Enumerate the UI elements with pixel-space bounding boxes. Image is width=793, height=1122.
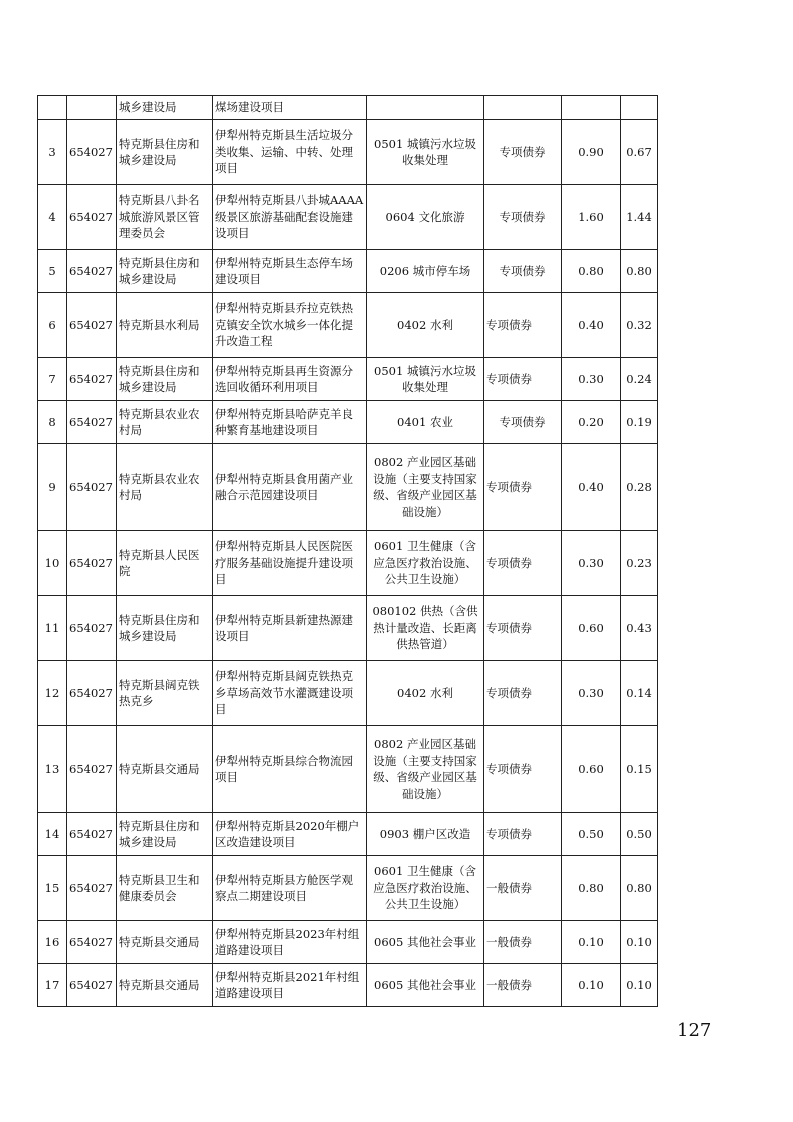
project-name: 伊犁州特克斯县人民医院医疗服务基础设施提升建设项目	[213, 531, 367, 596]
project-category: 0802 产业园区基础设施（主要支持国家级、省级产业园区基础设施）	[367, 726, 484, 813]
department: 特克斯县住房和城乡建设局	[117, 596, 213, 661]
row-number: 16	[38, 921, 67, 964]
table-row	[38, 185, 658, 250]
department: 特克斯县阔克铁热克乡	[117, 661, 213, 726]
amount-b: 0.10	[621, 921, 658, 964]
bond-type: 专项债券	[484, 120, 562, 185]
project-name: 煤场建设项目	[213, 96, 367, 120]
table-row	[38, 921, 658, 964]
amount-a	[562, 96, 621, 120]
project-name: 伊犁州特克斯县食用菌产业融合示范园建设项目	[213, 444, 367, 531]
table-row	[38, 661, 658, 726]
bond-type: 专项债券	[484, 531, 562, 596]
region-code	[67, 96, 117, 120]
project-category: 0601 卫生健康（含应急医疗救治设施、公共卫生设施）	[367, 531, 484, 596]
region-code: 654027	[67, 401, 117, 444]
amount-b: 0.67	[621, 120, 658, 185]
amount-a: 0.60	[562, 726, 621, 813]
region-code: 654027	[67, 358, 117, 401]
department: 特克斯县水利局	[117, 293, 213, 358]
table-row	[38, 964, 658, 1007]
bond-type: 专项债券	[484, 250, 562, 293]
project-name: 伊犁州特克斯县生态停车场建设项目	[213, 250, 367, 293]
amount-b: 0.15	[621, 726, 658, 813]
region-code: 654027	[67, 185, 117, 250]
bond-type: 专项债券	[484, 661, 562, 726]
row-number: 15	[38, 856, 67, 921]
department: 特克斯县住房和城乡建设局	[117, 358, 213, 401]
project-category: 0601 卫生健康（含应急医疗救治设施、公共卫生设施）	[367, 856, 484, 921]
table-row	[38, 444, 658, 531]
table-row	[38, 596, 658, 661]
department: 城乡建设局	[117, 96, 213, 120]
project-name: 伊犁州特克斯县乔拉克铁热克镇安全饮水城乡一体化提升改造工程	[213, 293, 367, 358]
project-name: 伊犁州特克斯县2020年棚户区改造建设项目	[213, 813, 367, 856]
project-name: 伊犁州特克斯县再生资源分选回收循环利用项目	[213, 358, 367, 401]
project-category: 0501 城镇污水垃圾收集处理	[367, 358, 484, 401]
amount-a: 0.10	[562, 964, 621, 1007]
department: 特克斯县住房和城乡建设局	[117, 120, 213, 185]
amount-b: 0.14	[621, 661, 658, 726]
region-code: 654027	[67, 813, 117, 856]
region-code: 654027	[67, 856, 117, 921]
row-number: 11	[38, 596, 67, 661]
region-code: 654027	[67, 726, 117, 813]
table-row	[38, 531, 658, 596]
project-name: 伊犁州特克斯县新建热源建设项目	[213, 596, 367, 661]
amount-a: 0.40	[562, 444, 621, 531]
bond-type: 一般债券	[484, 921, 562, 964]
amount-b: 0.23	[621, 531, 658, 596]
bond-type: 一般债券	[484, 964, 562, 1007]
row-number: 14	[38, 813, 67, 856]
bond-project-table	[37, 95, 658, 1007]
department: 特克斯县卫生和健康委员会	[117, 856, 213, 921]
amount-b: 0.19	[621, 401, 658, 444]
bond-type: 一般债券	[484, 856, 562, 921]
project-category: 0402 水利	[367, 293, 484, 358]
amount-b	[621, 96, 658, 120]
region-code: 654027	[67, 120, 117, 185]
amount-a: 0.30	[562, 661, 621, 726]
row-number: 3	[38, 120, 67, 185]
amount-b: 0.24	[621, 358, 658, 401]
amount-a: 0.80	[562, 250, 621, 293]
row-number: 12	[38, 661, 67, 726]
department: 特克斯县农业农村局	[117, 401, 213, 444]
table-row	[38, 250, 658, 293]
department: 特克斯县交通局	[117, 726, 213, 813]
region-code: 654027	[67, 444, 117, 531]
department: 特克斯县住房和城乡建设局	[117, 250, 213, 293]
row-number	[38, 96, 67, 120]
amount-a: 0.40	[562, 293, 621, 358]
amount-b: 0.80	[621, 250, 658, 293]
region-code: 654027	[67, 293, 117, 358]
department: 特克斯县八卦名城旅游风景区管理委员会	[117, 185, 213, 250]
region-code: 654027	[67, 596, 117, 661]
project-category: 0401 农业	[367, 401, 484, 444]
project-category: 0206 城市停车场	[367, 250, 484, 293]
amount-a: 0.90	[562, 120, 621, 185]
row-number: 8	[38, 401, 67, 444]
project-name: 伊犁州特克斯县综合物流园项目	[213, 726, 367, 813]
region-code: 654027	[67, 250, 117, 293]
project-category	[367, 96, 484, 120]
department: 特克斯县交通局	[117, 921, 213, 964]
department: 特克斯县交通局	[117, 964, 213, 1007]
table-row	[38, 726, 658, 813]
project-category: 080102 供热（含供热计量改造、长距离供热管道）	[367, 596, 484, 661]
row-number: 17	[38, 964, 67, 1007]
bond-type: 专项债券	[484, 444, 562, 531]
amount-b: 0.10	[621, 964, 658, 1007]
department: 特克斯县住房和城乡建设局	[117, 813, 213, 856]
page-number: 127	[677, 1020, 712, 1041]
region-code: 654027	[67, 661, 117, 726]
amount-b: 0.32	[621, 293, 658, 358]
bond-type	[484, 96, 562, 120]
row-number: 7	[38, 358, 67, 401]
project-name: 伊犁州特克斯县阔克铁热克乡草场高效节水灌溉建设项目	[213, 661, 367, 726]
table-body	[38, 96, 658, 1007]
bond-type: 专项债券	[484, 293, 562, 358]
bond-type: 专项债券	[484, 726, 562, 813]
project-name: 伊犁州特克斯县2021年村组道路建设项目	[213, 964, 367, 1007]
bond-type: 专项债券	[484, 358, 562, 401]
amount-a: 0.20	[562, 401, 621, 444]
bond-type: 专项债券	[484, 401, 562, 444]
region-code: 654027	[67, 921, 117, 964]
project-category: 0903 棚户区改造	[367, 813, 484, 856]
row-number: 4	[38, 185, 67, 250]
project-name: 伊犁州特克斯县生活垃圾分类收集、运输、中转、处理项目	[213, 120, 367, 185]
table-row	[38, 401, 658, 444]
amount-a: 0.60	[562, 596, 621, 661]
amount-b: 0.28	[621, 444, 658, 531]
amount-b: 0.43	[621, 596, 658, 661]
amount-b: 1.44	[621, 185, 658, 250]
bond-type: 专项债券	[484, 185, 562, 250]
project-category: 0402 水利	[367, 661, 484, 726]
department: 特克斯县农业农村局	[117, 444, 213, 531]
bond-type: 专项债券	[484, 813, 562, 856]
amount-a: 0.30	[562, 358, 621, 401]
project-name: 伊犁州特克斯县2023年村组道路建设项目	[213, 921, 367, 964]
project-category: 0501 城镇污水垃圾收集处理	[367, 120, 484, 185]
project-category: 0605 其他社会事业	[367, 921, 484, 964]
row-number: 13	[38, 726, 67, 813]
table-row	[38, 358, 658, 401]
row-number: 6	[38, 293, 67, 358]
table-row	[38, 813, 658, 856]
project-category: 0605 其他社会事业	[367, 964, 484, 1007]
row-number: 9	[38, 444, 67, 531]
region-code: 654027	[67, 964, 117, 1007]
amount-b: 0.80	[621, 856, 658, 921]
amount-a: 0.80	[562, 856, 621, 921]
project-name: 伊犁州特克斯县八卦城AAAA级景区旅游基础配套设施建设项目	[213, 185, 367, 250]
row-number: 10	[38, 531, 67, 596]
project-category: 0802 产业园区基础设施（主要支持国家级、省级产业园区基础设施）	[367, 444, 484, 531]
project-name: 伊犁州特克斯县方舱医学观察点二期建设项目	[213, 856, 367, 921]
amount-b: 0.50	[621, 813, 658, 856]
amount-a: 1.60	[562, 185, 621, 250]
table-row	[38, 293, 658, 358]
bond-type: 专项债券	[484, 596, 562, 661]
table-row-continued	[38, 96, 658, 120]
amount-a: 0.30	[562, 531, 621, 596]
table-row	[38, 120, 658, 185]
department: 特克斯县人民医院	[117, 531, 213, 596]
table-row	[38, 856, 658, 921]
project-category: 0604 文化旅游	[367, 185, 484, 250]
amount-a: 0.50	[562, 813, 621, 856]
row-number: 5	[38, 250, 67, 293]
region-code: 654027	[67, 531, 117, 596]
amount-a: 0.10	[562, 921, 621, 964]
project-name: 伊犁州特克斯县哈萨克羊良种繁育基地建设项目	[213, 401, 367, 444]
